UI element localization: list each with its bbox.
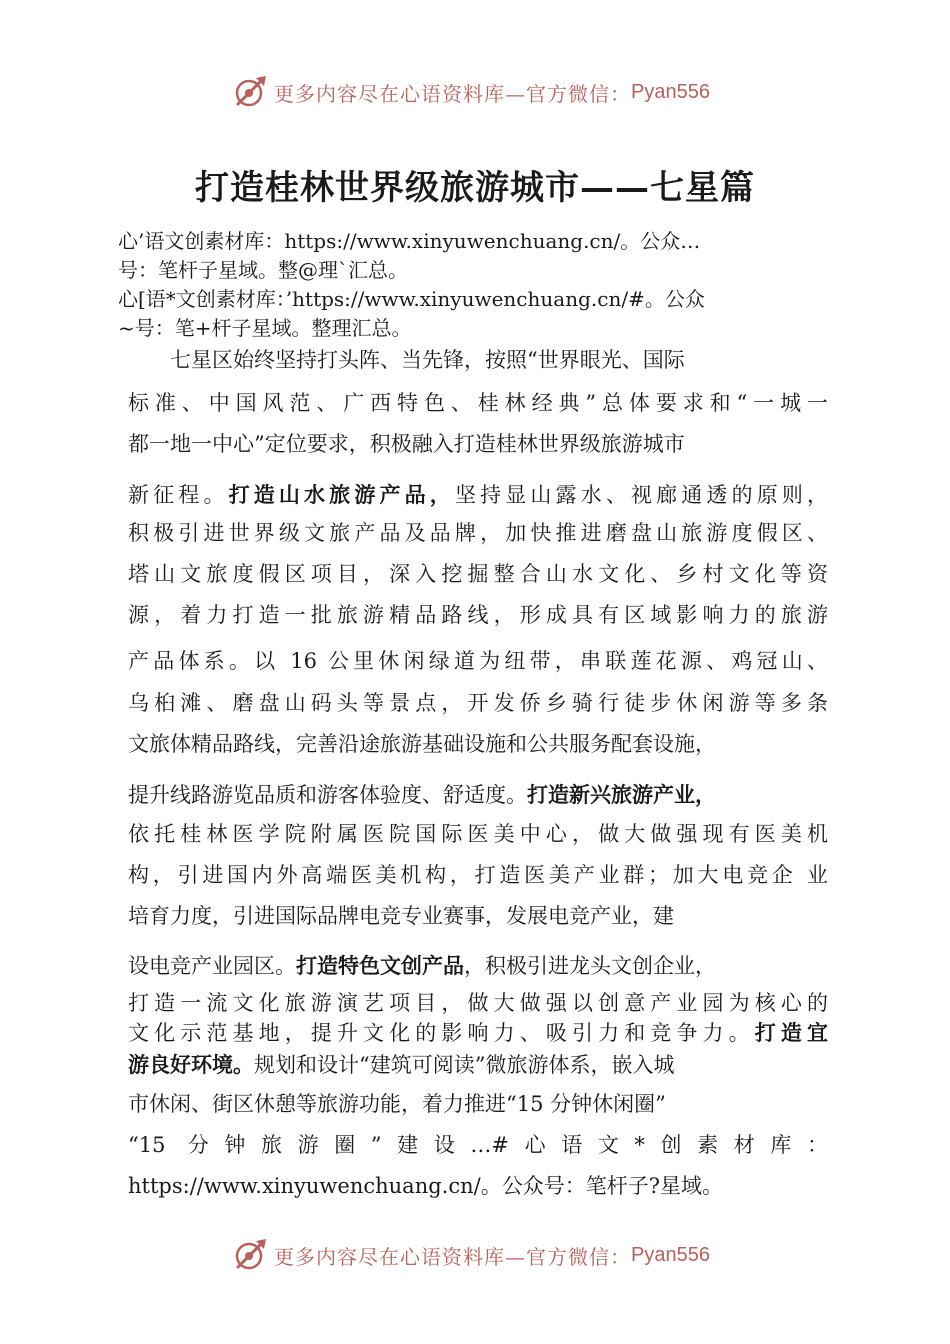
watermark-header (232, 72, 732, 112)
body-text: 依托桂林医学院附属医院国际医美中心，做大做强现有医美机 (128, 822, 828, 846)
body-text: https://www.xinyuwenchuang.cn/。公众号：笔杆子?星域。 (128, 1174, 723, 1198)
body-text: 源，着力打造一批旅游精品路线，形成具有区域影响力的旅游 (128, 603, 828, 627)
body-text: 都一地一中心”定位要求，积极融入打造桂林世界级旅游城市 (128, 432, 685, 456)
text-line (128, 602, 828, 628)
body-text: 心’语文创素材库：https://www.xinyuwenchuang.cn/。公众… (118, 229, 701, 253)
body-text: 坚持显山露水、视廊通透的原则， (454, 483, 829, 507)
text-line (128, 1132, 828, 1158)
body-text: ，积极引进龙头文创企业， (464, 954, 716, 978)
body-text: “15 分钟旅游圈”建设…#心语文*创素材库： (128, 1133, 828, 1157)
logo-icon (232, 74, 270, 110)
watermark-text: 更多内容尽在心语资料库—官方微信： (274, 1244, 631, 1269)
watermark-footer (232, 1235, 732, 1275)
text-line (128, 1020, 828, 1047)
bold-heading-text: 打造特色文创产品 (296, 955, 464, 978)
text-line (128, 953, 828, 980)
bold-heading-text: 打造宜 (754, 1022, 829, 1045)
text-line (128, 347, 828, 373)
text-line (128, 862, 828, 888)
body-text: 塔山文旅度假区项目，深入挖掘整合山水文化、乡村文化等资 (128, 562, 828, 586)
bold-heading-text: 游良好环境。 (128, 1054, 254, 1077)
text-line (128, 648, 828, 674)
text-line (128, 1173, 828, 1199)
text-line (128, 390, 828, 416)
body-text: 积极引进世界级文旅产品及品牌，加快推进磨盘山旅游度假区、 (128, 521, 828, 545)
watermark-wechat-id: Pyan556 (631, 1243, 710, 1266)
body-text: 设电竞产业园区。 (128, 954, 296, 978)
text-line (128, 561, 828, 587)
body-text: 文旅体精品路线，完善沿途旅游基础设施和公共服务配套设施， (128, 732, 716, 756)
body-text: 培育力度，引进国际品牌电竞专业赛事，发展电竞产业，建 (128, 904, 674, 928)
body-text: 规划和设计“建筑可阅读”微旅游体系，嵌入城 (254, 1053, 675, 1077)
body-text: 提升线路游览品质和游客体验度、舒适度。 (128, 783, 527, 807)
body-text: 标准、中国风范、广西特色、桂林经典”总体要求和“一城一 (128, 391, 828, 415)
text-line (128, 1052, 828, 1079)
body-text: 市休闲、街区休憩等旅游功能，着力推进“15 分钟休闲圈” (128, 1092, 666, 1116)
body-text: 心[语*文创素材库：’https://www.xinyuwenchuang.cn/#。公众 (118, 287, 705, 311)
text-line (128, 990, 828, 1016)
body-text: 七星区始终坚持打头阵、当先锋，按照“世界眼光、国际 (128, 348, 685, 372)
page-title: 打造桂林世界级旅游城市——七星篇 (195, 168, 755, 208)
body-text: 构，引进国内外高端医美机构，打造医美产业群；加大电竞企 业 (128, 863, 828, 887)
body-text: 文化示范基地，提升文化的影响力、吸引力和竞争力。 (128, 1021, 755, 1045)
watermark-wechat-id: Pyan556 (631, 80, 710, 103)
body-text: ~号：笔+杆子星域。整理汇总。 (118, 316, 412, 340)
watermark-text: 更多内容尽在心语资料库—官方微信： (274, 81, 631, 106)
text-line (128, 731, 828, 757)
body-text: 乌桕滩、磨盘山码头等景点，开发侨乡骑行徒步休闲游等多条 (128, 691, 828, 715)
text-line (118, 257, 838, 283)
body-text: 产品体系。以 16 公里休闲绿道为纽带，串联莲花源、鸡冠山、 (128, 649, 828, 673)
text-line (128, 782, 828, 809)
text-line (128, 690, 828, 716)
logo-icon (232, 1237, 270, 1273)
text-line (128, 431, 828, 457)
text-line (128, 482, 828, 509)
text-line (128, 1091, 828, 1117)
bold-heading-text: 打造山水旅游产品， (228, 484, 455, 507)
text-line (128, 520, 828, 546)
text-line (118, 228, 838, 254)
text-line (118, 286, 838, 312)
body-text: 号：笔杆子星域。整@理`汇总。 (118, 258, 408, 282)
text-line (128, 821, 828, 847)
body-text: 新征程。 (128, 483, 229, 507)
text-line (128, 903, 828, 929)
text-line (118, 315, 838, 341)
body-text: 打造一流文化旅游演艺项目，做大做强以创意产业园为核心的 (128, 991, 828, 1015)
bold-heading-text: 打造新兴旅游产业， (527, 784, 716, 807)
